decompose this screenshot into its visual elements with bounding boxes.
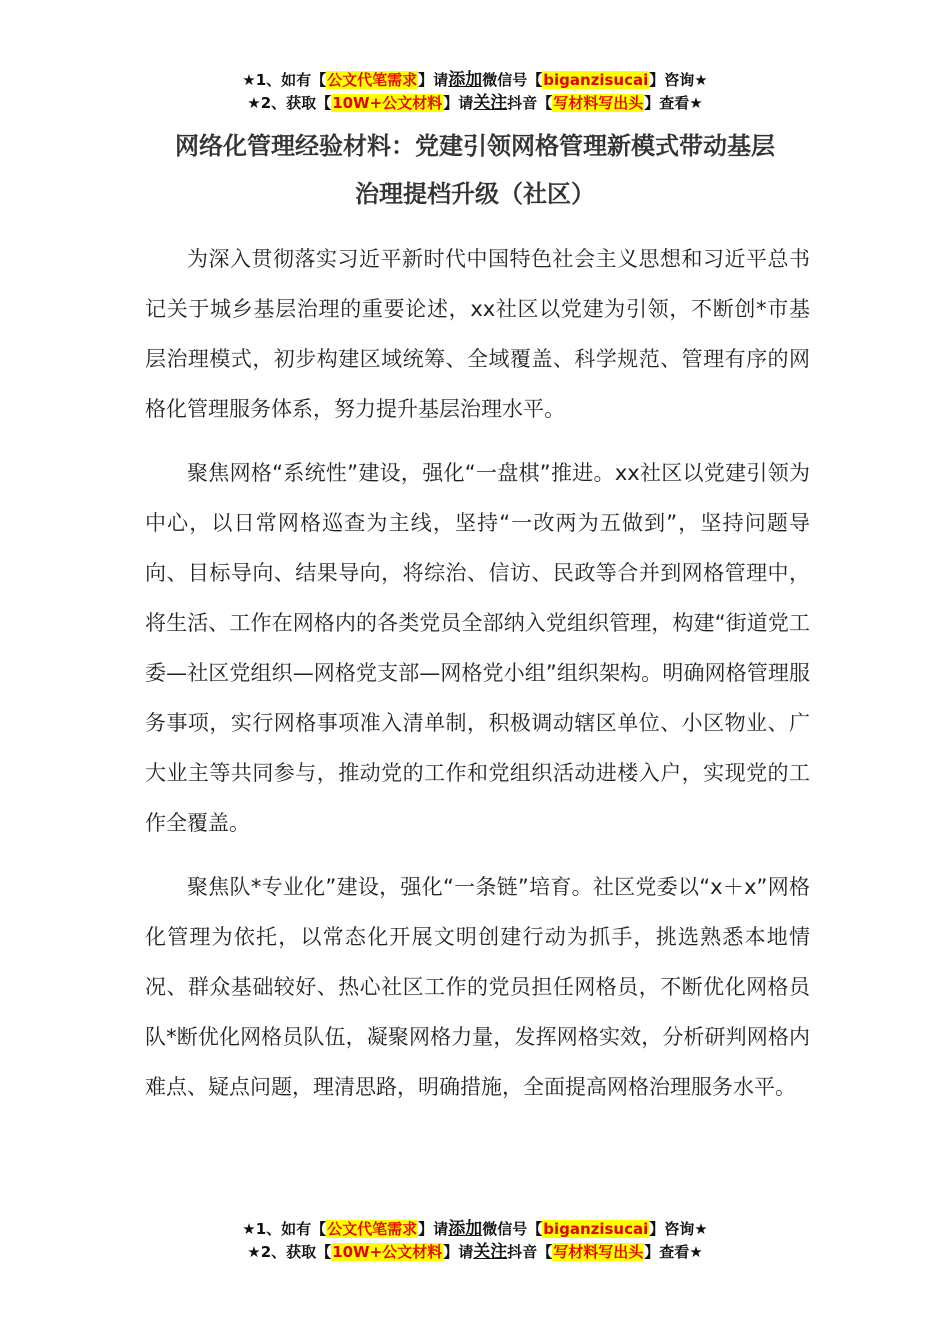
promo-highlight-materials: 10W+公文材料 xyxy=(332,1243,443,1261)
promo-line-1-mid2: 微信号【 xyxy=(482,1220,543,1238)
promo-line-1 xyxy=(0,69,950,92)
promo-line-2-prefix: ★2、获取【 xyxy=(247,1243,332,1261)
promo-highlight-materials: 10W+公文材料 xyxy=(332,94,443,112)
promo-highlight-wechat-id: biganzisucai xyxy=(543,71,649,89)
promo-highlight-douyin-account: 写材料写出头 xyxy=(553,1243,644,1261)
body-paragraph-2: 聚焦网格“系统性”建设，强化“一盘棋”推进。xx社区以党建引领为中心，以日常网格巡查为主线，坚持“一改两为五做到”，坚持问题导向、目标导向、结果导向，将综治、信访、民政等合并到网格管理中，将生活、工作在网格内的各类党员全部纳入党组织管理，构建“街道党工委—社区党组织—网格党支部—网格党小组”组织架构。明确网格管理服务事项，实行网格事项准入清单制，积极调动辖区单位、小区物业、广大业主等共同参与，推动党的工作和党组织活动进楼入户，实现党的工作全覆盖。 xyxy=(145,461,810,835)
promo-highlight-douyin-account: 写材料写出头 xyxy=(553,94,644,112)
promo-line-2-mid: 】请 xyxy=(443,1243,474,1261)
promo-line-2-mid: 】请 xyxy=(443,94,474,112)
promo-line-2-suffix: 】查看★ xyxy=(644,1243,703,1261)
promo-highlight-wechat-id: biganzisucai xyxy=(543,1220,649,1238)
promo-line-2-bottom xyxy=(0,1241,950,1264)
promo-line-1-prefix: ★1、如有【 xyxy=(242,1220,327,1238)
promo-line-2-prefix: ★2、获取【 xyxy=(247,94,332,112)
promo-emphasis-follow: 关注 xyxy=(473,1242,508,1262)
promo-line-1-suffix: 】咨询★ xyxy=(649,1220,708,1238)
document-title xyxy=(100,122,850,218)
promo-line-2-suffix: 】查看★ xyxy=(644,94,703,112)
promo-line-1-prefix: ★1、如有【 xyxy=(242,71,327,89)
promo-line-1-bottom xyxy=(0,1218,950,1241)
promo-banner-top xyxy=(0,69,950,115)
promo-line-1-mid: 】请 xyxy=(418,71,449,89)
promo-line-1-suffix: 】咨询★ xyxy=(649,71,708,89)
body-paragraph-1: 为深入贯彻落实习近平新时代中国特色社会主义思想和习近平总书记关于城乡基层治理的重要论述，xx社区以党建为引领，不断创*市基层治理模式，初步构建区域统筹、全域覆盖、科学规范、管理有序的网格化管理服务体系，努力提升基层治理水平。 xyxy=(145,247,810,421)
promo-emphasis-add: 添加 xyxy=(448,1219,483,1239)
promo-line-2-mid2: 抖音【 xyxy=(507,1243,553,1261)
promo-emphasis-add: 添加 xyxy=(448,70,483,90)
promo-line-2 xyxy=(0,92,950,115)
promo-line-2-mid2: 抖音【 xyxy=(507,94,553,112)
document-body xyxy=(145,234,810,1126)
promo-banner-bottom xyxy=(0,1218,950,1264)
document-title-line-1: 网络化管理经验材料：党建引领网格管理新模式带动基层 xyxy=(175,132,775,160)
promo-emphasis-follow: 关注 xyxy=(473,93,508,113)
promo-line-1-mid: 】请 xyxy=(418,1220,449,1238)
document-title-line-2: 治理提档升级（社区） xyxy=(355,180,595,208)
promo-line-1-mid2: 微信号【 xyxy=(482,71,543,89)
body-paragraph-3: 聚焦队*专业化”建设，强化“一条链”培育。社区党委以“x＋x”网格化管理为依托，以常态化开展文明创建行动为抓手，挑选熟悉本地情况、群众基础较好、热心社区工作的党员担任网格员，不断优化网格员队*断优化网格员队伍，凝聚网格力量，发挥网格实效，分析研判网格内难点、疑点问题，理清思路，明确措施，全面提高网格治理服务水平。 xyxy=(145,875,810,1099)
promo-highlight-writing-service: 公文代笔需求 xyxy=(327,71,418,89)
promo-highlight-writing-service: 公文代笔需求 xyxy=(327,1220,418,1238)
